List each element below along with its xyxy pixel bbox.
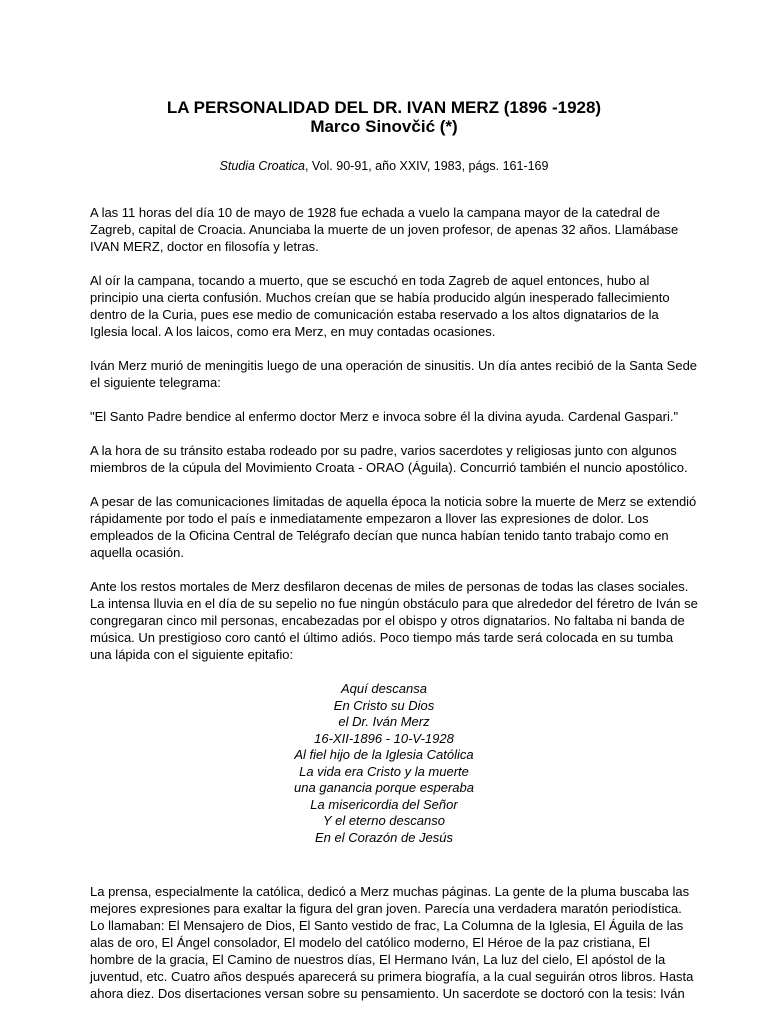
text-line: ahora diez. Dos disertaciones versan sobre su pensamiento. Un sacerdote se doctoró con la tesis: Iván [90, 986, 685, 1001]
text-line: empleados de la Oficina Central de Telégrafo decían que nunca habían tenido tanto trabajo como en [90, 528, 669, 543]
document-author: Marco Sinovčić (*) [310, 117, 458, 136]
text-line: Iglesia local. A los laicos, como era Merz, en muy contadas ocasiones. [90, 324, 496, 339]
paragraph [90, 578, 710, 663]
text-line: mejores expresiones para exaltar la figura del gran joven. Parecía una verdadera maratón periodística. [90, 901, 682, 916]
text-line: dentro de la Curia, pues ese medio de comunicación estaba reservado a los altos dignatarios de la [90, 307, 659, 322]
paragraph [90, 357, 710, 391]
text-line: A la hora de su tránsito estaba rodeado por su padre, varios sacerdotes y religiosas junto con algunos [90, 443, 677, 458]
document-body [90, 204, 710, 1019]
epitaph-line: Y el eterno descanso [323, 813, 445, 828]
epitaph-line: una ganancia porque esperaba [294, 780, 474, 795]
epitaph-line: La vida era Cristo y la muerte [299, 763, 469, 779]
text-line: Lo llamaban: El Mensajero de Dios, El Santo vestido de frac, La Columna de la Iglesia, El Águila de las [90, 918, 684, 933]
paragraphs-before [90, 204, 710, 663]
citation [0, 158, 768, 175]
text-line: aquella ocasión. [90, 545, 184, 560]
text-line: La intensa lluvia en el día de su sepelio no fue ningún obstáculo para que alrededor del féretro de Iván se [90, 596, 698, 611]
text-line: miembros de la cúpula del Movimiento Croata - ORAO (Águila). Concurrió también el nuncio apostólico. [90, 460, 688, 475]
text-line: una lápida con el siguiente epitafio: [90, 647, 294, 662]
epitaph-line: En Cristo su Dios [333, 697, 435, 713]
text-line: Zagreb, capital de Croacia. Anunciaba la muerte de un joven profesor, de apenas 32 años. Llamábase [90, 222, 679, 237]
paragraph [90, 883, 710, 1002]
text-line: música. Un prestigioso coro cantó el último adiós. Poco tiempo más tarde será colocada en su tumba [90, 630, 674, 645]
epitaph [0, 681, 768, 846]
paragraphs-after [90, 883, 710, 1002]
text-line: A pesar de las comunicaciones limitadas de aquella época la noticia sobre la muerte de Merz se extendió [90, 494, 697, 509]
epitaph-line: Al fiel hijo de la Iglesia Católica [294, 747, 474, 762]
text-line: juventud, etc. Cuatro años después aparecerá su primera biografía, a la cual seguirán otros libros. Hasta [90, 969, 694, 984]
epitaph-line: 16-XII-1896 - 10-V-1928 [314, 730, 454, 746]
paragraph [90, 272, 710, 340]
text-line: A las 11 horas del día 10 de mayo de 1928 fue echada a vuelo la campana mayor de la catedral de [90, 205, 660, 220]
epitaph-line: La misericordia del Señor [310, 796, 458, 812]
epitaph-line: En el Corazón de Jesús [314, 829, 454, 845]
paragraph [90, 408, 710, 425]
paragraph [90, 442, 710, 476]
text-line: "El Santo Padre bendice al enfermo doctor Merz e invoca sobre él la divina ayuda. Cardenal Gaspari." [90, 409, 679, 424]
citation-details: , Vol. 90-91, año XXIV, 1983, págs. 161-169 [304, 159, 549, 173]
text-line: rápidamente por todo el país e inmediatamente empezaron a llover las expresiones de dolor. Los [90, 511, 649, 526]
text-line: alas de oro, El Ángel consolador, El modelo del católico moderno, El Héroe de la paz cristiana, El [90, 935, 651, 950]
text-line: hombre de la gracia, El Camino de nuestros días, El Hermano Iván, La luz del cielo, El apóstol de la [90, 952, 666, 967]
text-line: Al oír la campana, tocando a muerto, que se escuchó en toda Zagreb de aquel entonces, hubo al [90, 273, 650, 288]
text-line: Iván Merz murió de meningitis luego de una operación de sinusitis. Un día antes recibió de la Santa Sede [90, 358, 698, 373]
document-title: LA PERSONALIDAD DEL DR. IVAN MERZ (1896 -1928) [166, 98, 602, 117]
epitaph-line: el Dr. Iván Merz [338, 714, 430, 729]
text-line: IVAN MERZ, doctor en filosofía y letras. [90, 239, 319, 254]
epitaph-line: Aquí descansa [340, 681, 427, 696]
text-line: principio una cierta confusión. Muchos creían que se había producido algún inesperado fallecimiento [90, 290, 670, 305]
paragraph [90, 493, 710, 561]
text-line: Ante los restos mortales de Merz desfilaron decenas de miles de personas de todas las clases sociales. [90, 579, 689, 594]
citation-journal: Studia Croatica [219, 159, 305, 173]
text-line: La prensa, especialmente la católica, dedicó a Merz muchas páginas. La gente de la pluma buscaba las [90, 884, 690, 899]
paragraph [90, 204, 710, 255]
text-line: el siguiente telegrama: [90, 375, 221, 390]
text-line: congregaran cinco mil personas, encabezadas por el obispo y otros dignatarios. No faltaba ni banda de [90, 613, 685, 628]
